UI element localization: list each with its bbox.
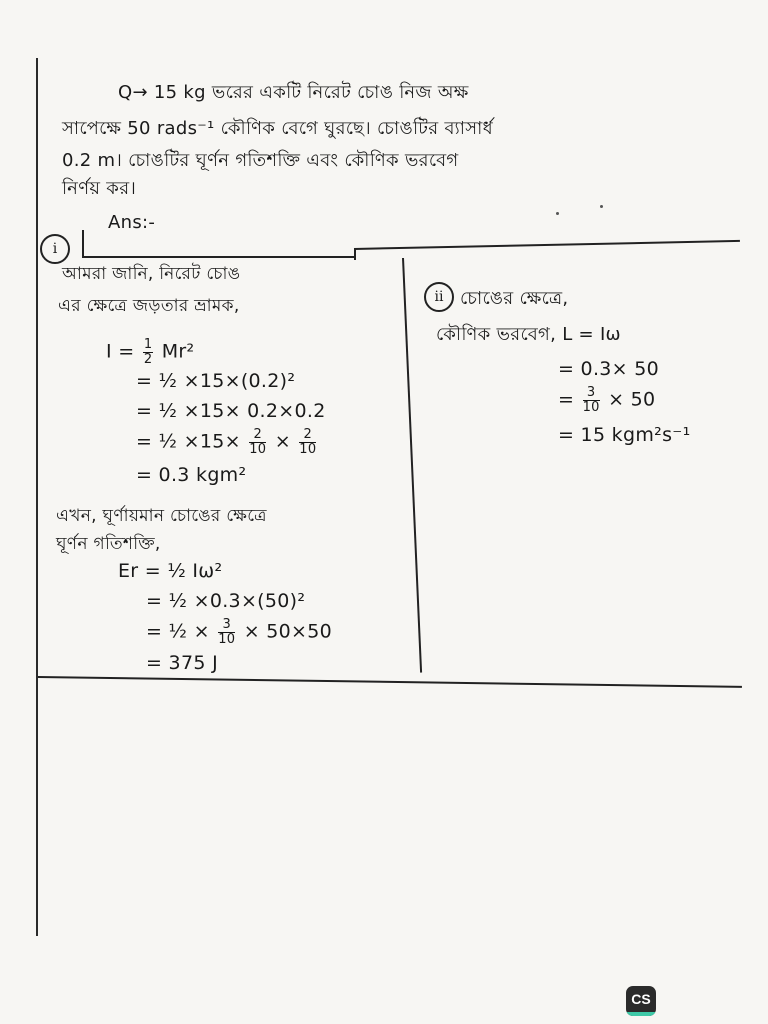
question-line-4: নির্ণয় কর। — [62, 178, 137, 199]
part2-intro-1: চোঙের ক্ষেত্রে, — [460, 288, 569, 309]
answer-label: Ans:- — [108, 212, 156, 233]
question-line-3: 0.2 m। চোঙটির ঘূর্ণন গতিশক্তি এবং কৌণিক ভরবেগ — [62, 150, 459, 171]
energy-step-1: = ½ ×0.3×(50)² — [146, 590, 306, 612]
part2-intro-2: কৌণিক ভরবেগ, L = Iω — [436, 324, 621, 345]
formula-rhs: Mr² — [161, 340, 195, 363]
fraction-three-tenths: $\frac{3}{10}$ — [218, 617, 236, 647]
box-tab-left — [82, 230, 84, 258]
fraction-three-tenths: $\frac{3}{10}$ — [582, 385, 600, 415]
moment-result: = 0.3 kgm² — [136, 464, 247, 486]
box-tab-bottom — [82, 256, 354, 258]
moment-formula — [106, 338, 194, 366]
part-number-ii: ii — [424, 282, 454, 312]
question-line-2: সাপেক্ষে 50 rads⁻¹ কৌণিক বেগে ঘুরছে। চোঙটির ব্যাসার্ধ — [62, 118, 494, 139]
momentum-step-1: = 0.3× 50 — [558, 358, 660, 380]
ink-speck — [600, 205, 603, 208]
energy-result: = 375 J — [146, 652, 218, 674]
part1-intro-1: আমরা জানি, নিরেট চোঙ — [62, 264, 241, 284]
moment-step-2: = ½ ×15× 0.2×0.2 — [136, 400, 326, 422]
momentum-result: = 15 kgm²s⁻¹ — [558, 424, 691, 446]
moment-step-3: = ½ ×15× $\frac{2}{10}$ × $\frac{2}{10}$ — [136, 427, 317, 457]
fraction-two-tenths: $\frac{2}{10}$ — [299, 427, 317, 457]
moment-step-1: = ½ ×15×(0.2)² — [136, 370, 296, 392]
part1-intro-2: এর ক্ষেত্রে জড়তার ভ্রামক, — [58, 296, 240, 316]
part-number-i: i — [40, 234, 70, 264]
column-divider — [402, 258, 422, 673]
formula-lhs: I = — [106, 340, 135, 363]
box-top-line — [354, 240, 740, 250]
momentum-step-2: = $\frac{3}{10}$ × 50 — [558, 385, 656, 415]
question-line-1: Q→ 15 kg ভরের একটি নিরেট চোঙ নিজ অক্ষ — [118, 82, 469, 103]
fraction-half: $\frac{1}{2}$ — [143, 337, 153, 367]
energy-formula: Er = ½ Iω² — [118, 560, 223, 582]
box-bottom-line — [38, 676, 742, 688]
part1-intro-3: এখন, ঘূর্ণায়মান চোঙের ক্ষেত্রে — [56, 506, 267, 526]
part1-intro-4: ঘূর্ণন গতিশক্তি, — [56, 534, 161, 554]
fraction-two-tenths: $\frac{2}{10}$ — [249, 427, 267, 457]
margin-line — [36, 58, 38, 936]
camscanner-logo: CS — [626, 986, 656, 1016]
ink-speck — [556, 212, 559, 215]
energy-step-2: = ½ × $\frac{3}{10}$ × 50×50 — [146, 617, 333, 647]
